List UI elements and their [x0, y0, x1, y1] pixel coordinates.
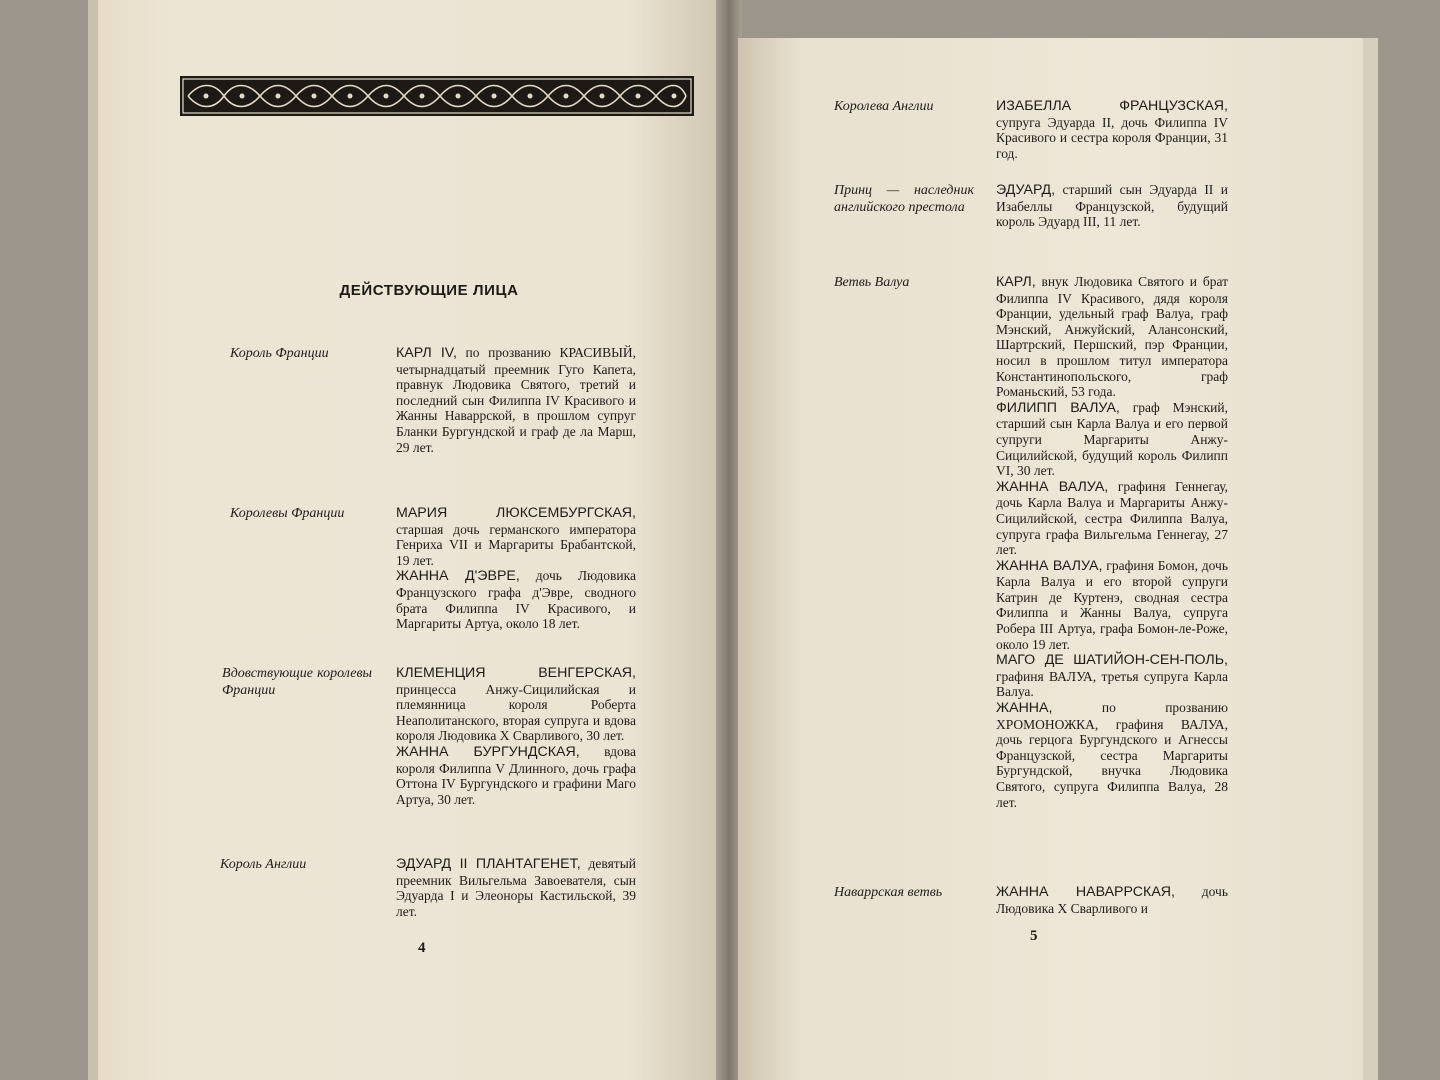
cast-entry-king-of-france — [230, 345, 636, 455]
cast-entry-queens-of-france — [230, 505, 636, 632]
person-name: ЖАННА НАВАРРСКАЯ, — [996, 884, 1175, 900]
person-name: МАГО ДЕ ШАТИЙОН-СЕН-ПОЛЬ, — [996, 652, 1228, 669]
person-details: девятый преемник Вильгельма Завоевателя, сын Эдуарда I и Элеоноры Кастильской, 39 лет. — [396, 856, 637, 919]
person-name: КЛЕМЕНЦИЯ ВЕНГЕРСКАЯ, — [396, 665, 636, 681]
person-details: дочь Людовика Французского графа д'Эвре, сводного брата Филиппа IV Красивого, и Маргариты Артуа, около 18 лет. — [396, 568, 636, 632]
role-label: Королева Англии — [834, 99, 934, 114]
person-details: дочь Людовика X Сварливого и — [996, 884, 1228, 916]
role-label: Принц — наследник английского престола — [834, 183, 974, 215]
ornament-header-band — [180, 76, 694, 116]
person-name: ИЗАБЕЛЛА ФРАНЦУЗСКАЯ, — [996, 98, 1228, 114]
person-details: внук Людовика Святого и брат Филиппа IV Красивого, дядя короля Франции, удельный граф Валуа, граф Мэнский, Анжуйский, Алансонский, Шартрский, Першский, пэр Франции, носил в прошлом титул императора Константинопольского, граф Романьский, 53 года. — [996, 274, 1228, 400]
page-number: 5 — [1030, 928, 1038, 944]
person-details: принцесса Анжу-Сицилийская и племянница короля Роберта Неаполитанского, вторая супруга и вдова короля Людовика X Сварливого, 30 лет. — [396, 681, 636, 744]
cast-entry-valois-branch — [834, 274, 1228, 810]
person-name: ЖАННА ВАЛУА, — [996, 478, 1109, 495]
person-details: по прозванию КРАСИВЫЙ, четырнадцатый преемник Гуго Капета, правнук Людовика Святого, третий и последний сын Филиппа IV Красивого и Жанны Наваррской, в прошлом супруг Бланки Бургундской и граф де ла Марш, 29 лет. — [396, 345, 636, 455]
person-details: старшая дочь германского императора Генриха VII и Маргариты Брабантской, 19 лет. — [396, 521, 636, 568]
person-details: граф Мэнский, старший сын Карла Валуа и его первой супруги Маргариты Анжу-Сицилийской, будущий король Филипп VI, 30 лет. — [996, 399, 1228, 479]
person-entry — [996, 479, 1228, 558]
person-name: ЖАННА Д'ЭВРЕ, — [396, 568, 520, 585]
person-details: графиня ВАЛУА, третья супруга Карла Валуа. — [996, 668, 1228, 700]
person-name: ЭДУАРД, — [996, 182, 1056, 198]
cast-entry-king-of-england — [220, 856, 636, 919]
person-details: по прозванию ХРОМОНОЖКА, графиня ВАЛУА, дочь герцога Бургундского и Агнессы Французской, сестра Маргариты Бургундской, внучка Людовика Святого, супруга Филиппа Валуа, 28 лет. — [996, 700, 1228, 810]
person-entry — [396, 505, 636, 568]
book-cover-edge-right — [1363, 38, 1378, 1080]
ornament-graphic — [180, 76, 694, 116]
person-entry — [996, 652, 1228, 700]
person-name: ЖАННА БУРГУНДСКАЯ, — [396, 743, 580, 760]
person-entry — [996, 182, 1228, 230]
role-label: Наваррская ветвь — [834, 885, 943, 900]
role-description — [396, 665, 636, 807]
role-description — [396, 505, 636, 632]
person-details: графиня Бомон, дочь Карла Валуа и его второй супруги Катрин де Куртенэ, сводная сестра Филиппа и Жанны Валуа, супруга Робера III Артуа, графа Бомон-ле-Роже, около 19 лет. — [996, 557, 1228, 652]
person-entry — [996, 98, 1228, 161]
role-description — [396, 345, 636, 455]
person-entry — [396, 744, 636, 807]
person-entry — [996, 274, 1228, 400]
cast-entry-queen-of-england — [834, 98, 1228, 161]
role-label: Король Англии — [220, 857, 307, 872]
role-label: Королевы Франции — [230, 506, 345, 521]
person-details: графиня Геннегау, дочь Карла Валуа и Маргариты Анжу-Сицилийской, сестра Филиппа Валуа, супруга графа Вильгельма Геннегау, 27 лет. — [996, 478, 1228, 558]
page-number: 4 — [418, 940, 426, 956]
person-entry — [396, 568, 636, 631]
person-entry — [996, 700, 1228, 810]
person-name: ЖАННА, — [996, 700, 1053, 717]
role-label: Вдовствующие королевы Франции — [222, 666, 372, 698]
person-entry — [396, 345, 636, 455]
person-entry — [996, 400, 1228, 479]
person-name: ФИЛИПП ВАЛУА, — [996, 399, 1120, 416]
person-entry — [996, 884, 1228, 916]
person-name: ЭДУАРД II ПЛАНТАГЕНЕТ, — [396, 856, 581, 872]
person-details: вдова короля Филиппа V Длинного, дочь графа Оттона IV Бургундского и графини Маго Артуа, 30 лет. — [396, 743, 636, 807]
person-name: КАРЛ IV, — [396, 345, 457, 361]
right-page — [738, 38, 1363, 1080]
page-heading: ДЕЙСТВУЮЩИЕ ЛИЦА — [339, 282, 519, 299]
cast-entry-navarre-branch — [834, 884, 1228, 916]
person-name: ЖАННА ВАЛУА, — [996, 557, 1103, 574]
person-name: КАРЛ, — [996, 274, 1036, 290]
person-details: супруга Эдуарда II, дочь Филиппа IV Красивого и сестра короля Франции, 31 год. — [996, 114, 1228, 161]
role-description — [996, 182, 1228, 230]
role-description — [996, 274, 1228, 810]
role-description — [396, 856, 636, 919]
person-entry — [996, 558, 1228, 653]
person-details: старший сын Эдуарда II и Изабеллы Французской, будущий король Эдуард III, 11 лет. — [996, 182, 1228, 230]
open-book — [88, 0, 1378, 1080]
cast-entry-dowager-queens — [222, 665, 636, 807]
person-entry — [396, 856, 636, 919]
person-entry — [396, 665, 636, 744]
role-label: Король Франции — [230, 346, 329, 361]
role-label: Ветвь Валуа — [834, 275, 910, 290]
role-description — [996, 884, 1228, 916]
role-description — [996, 98, 1228, 161]
cast-entry-prince-heir — [834, 182, 1228, 230]
left-page — [98, 0, 720, 1080]
person-name: МАРИЯ ЛЮКСЕМБУРГСКАЯ, — [396, 505, 636, 521]
